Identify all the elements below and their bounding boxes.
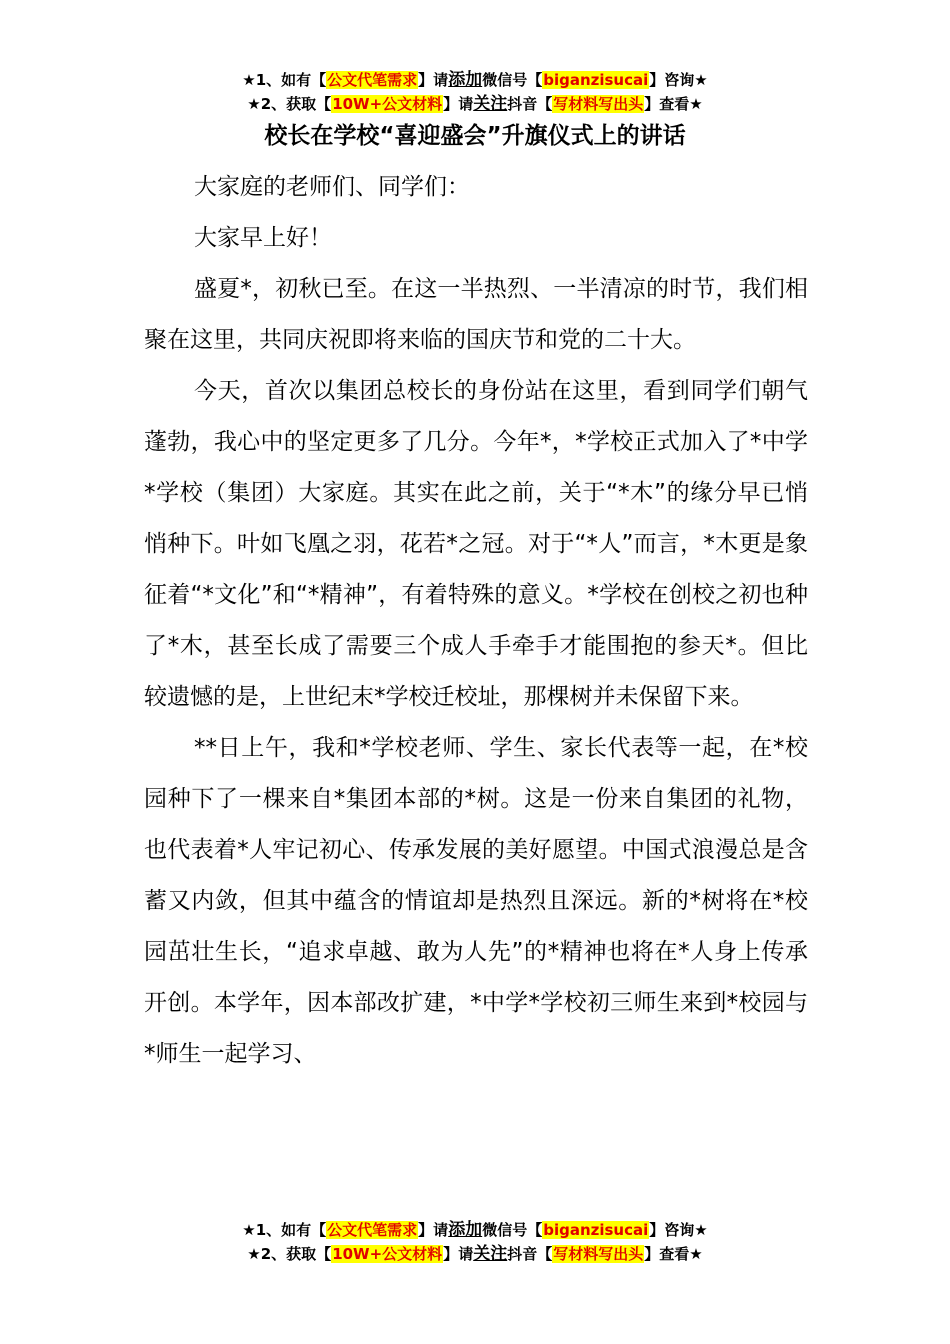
highlight-text: 写材料写出头	[553, 1245, 644, 1263]
banner-text: 微信号【	[482, 1221, 543, 1239]
banner-text: 】查看★	[644, 1245, 703, 1263]
underlined-text: 添加	[448, 70, 483, 90]
top-banner	[0, 68, 950, 116]
banner-text: 】请	[418, 1221, 449, 1239]
highlight-text: biganzisucai	[543, 71, 649, 89]
paragraph: 盛夏*，初秋已至。在这一半热烈、一半清凉的时节，我们相聚在这里，共同庆祝即将来临的国庆节和党的二十大。	[144, 276, 808, 353]
banner-text: 】请	[418, 71, 449, 89]
underlined-text: 关注	[473, 1244, 508, 1264]
banner-text: ★2、获取【	[247, 1245, 332, 1263]
highlight-text: biganzisucai	[543, 1221, 649, 1239]
banner-text: 】请	[443, 95, 474, 113]
document-title: 校长在学校“喜迎盛会”升旗仪式上的讲话	[264, 123, 686, 149]
underlined-text: 关注	[473, 94, 508, 114]
banner-line-2	[0, 1242, 950, 1266]
banner-text: 】咨询★	[649, 71, 708, 89]
paragraph: **日上午，我和*学校老师、学生、家长代表等一起，在*校园种下了一棵来自*集团本部的*树。这是一份来自集团的礼物，也代表着*人牢记初心、传承发展的美好愿望。中国式浪漫总是含蓄又内敛，但其中蕴含的情谊却是热烈且深远。新的*树将在*校园茁壮生长，“追求卓越、敢为人先”的*精神也将在*人身上传承开创。本学年，因本部改扩建，*中学*学校初三师生来到*校园与*师生一起学习、	[144, 735, 808, 1067]
banner-text: 】咨询★	[649, 1221, 708, 1239]
highlight-text: 公文代笔需求	[327, 1221, 418, 1239]
banner-text: 】查看★	[644, 95, 703, 113]
highlight-text: 10W+公文材料	[332, 95, 443, 113]
banner-text: 抖音【	[507, 1245, 553, 1263]
banner-line-2	[0, 92, 950, 116]
highlight-text: 写材料写出头	[553, 95, 644, 113]
paragraph: 大家早上好！	[194, 225, 332, 251]
banner-text: 抖音【	[507, 95, 553, 113]
bottom-banner	[0, 1218, 950, 1266]
banner-text: ★1、如有【	[242, 71, 327, 89]
banner-line-1	[0, 1218, 950, 1242]
paragraph: 大家庭的老师们、同学们：	[194, 174, 470, 200]
banner-line-1	[0, 68, 950, 92]
highlight-text: 10W+公文材料	[332, 1245, 443, 1263]
banner-text: ★2、获取【	[247, 95, 332, 113]
paragraph: 今天，首次以集团总校长的身份站在这里，看到同学们朝气蓬勃，我心中的坚定更多了几分。今年*，*学校正式加入了*中学*学校（集团）大家庭。其实在此之前，关于“*木”的缘分早已悄悄种下。叶如飞凰之羽，花若*之冠。对于“*人”而言，*木更是象征着“*文化”和“*精神”，有着特殊的意义。*学校在创校之初也种了*木，甚至长成了需要三个成人手牵手才能围抱的参天*。但比较遗憾的是，上世纪末*学校迁校址，那棵树并未保留下来。	[144, 378, 808, 710]
banner-text: 】请	[443, 1245, 474, 1263]
banner-text: ★1、如有【	[242, 1221, 327, 1239]
banner-text: 微信号【	[482, 71, 543, 89]
highlight-text: 公文代笔需求	[327, 71, 418, 89]
document-body	[144, 162, 808, 1080]
underlined-text: 添加	[448, 1220, 483, 1240]
